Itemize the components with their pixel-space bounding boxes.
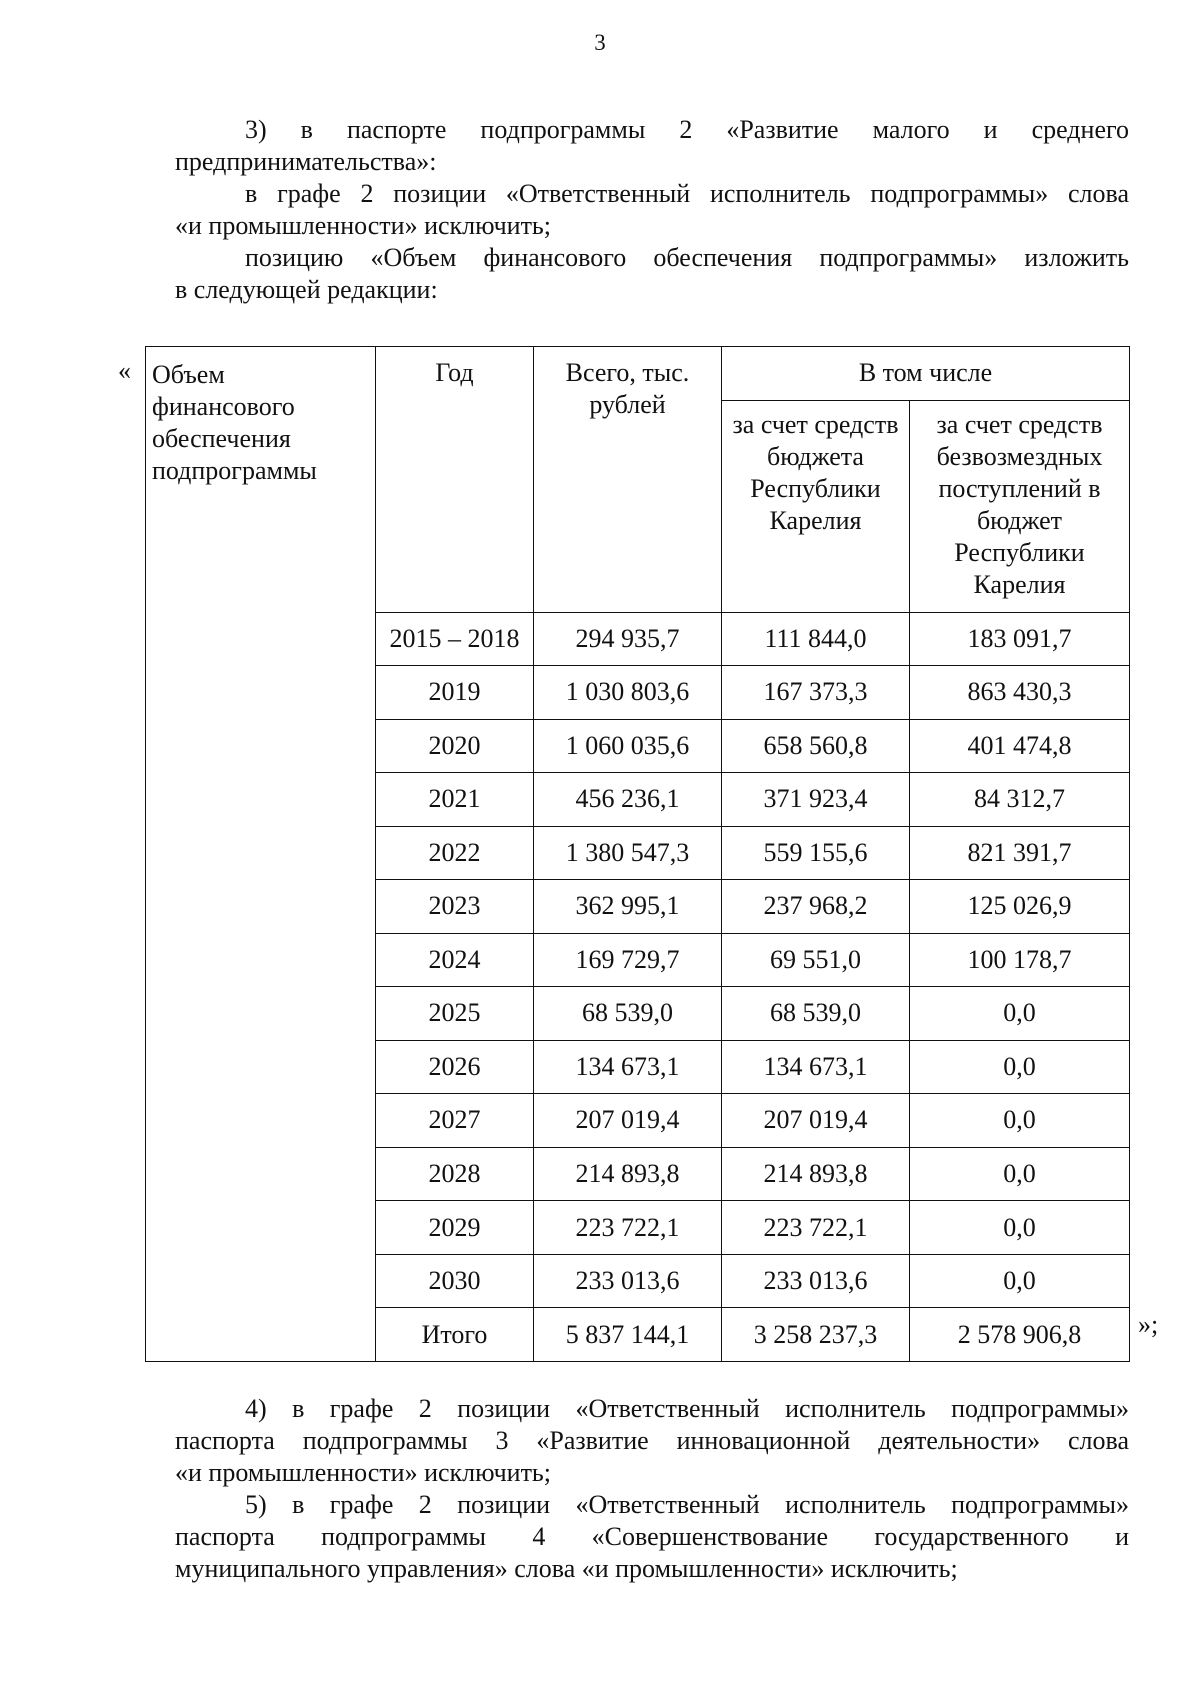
cell-budget: 68 539,0 [722,987,910,1041]
intro-p2-line1: в графе 2 позиции «Ответственный исполнитель подпрограммы» слова [245,179,1129,208]
cell-budget: 214 893,8 [722,1147,910,1201]
cell-grants: 183 091,7 [910,612,1130,666]
cell-year: 2021 [376,773,534,827]
cell-total: 1 030 803,6 [534,666,722,720]
outro-p4-line2: паспорта подпрограммы 3 «Развитие инновационной деятельности» слова [175,1426,1129,1455]
header-grants: за счет средств безвозмездных поступлений в бюджет Республики Карелия [910,400,1130,612]
cell-grants: 0,0 [910,1147,1130,1201]
cell-grants: 100 178,7 [910,933,1130,987]
outro-p4-line3: «и промышленности» исключить; [175,1458,552,1487]
cell-total: 1 380 547,3 [534,826,722,880]
cell-total: 233 013,6 [534,1254,722,1308]
cell-budget: 167 373,3 [722,666,910,720]
intro-p1-line2: предпринимательства»: [175,147,437,176]
cell-total: 134 673,1 [534,1040,722,1094]
cell-budget: 207 019,4 [722,1094,910,1148]
cell-budget: 371 923,4 [722,773,910,827]
cell-budget: 134 673,1 [722,1040,910,1094]
cell-grants: 0,0 [910,1040,1130,1094]
cell-year: 2030 [376,1254,534,1308]
cell-year: Итого [376,1308,534,1362]
cell-budget: 69 551,0 [722,933,910,987]
cell-total: 169 729,7 [534,933,722,987]
cell-grants: 0,0 [910,1254,1130,1308]
cell-budget: 237 968,2 [722,880,910,934]
cell-total: 456 236,1 [534,773,722,827]
cell-year: 2028 [376,1147,534,1201]
intro-p3-line1: позицию «Объем финансового обеспечения подпрограммы» изложить [245,243,1129,272]
cell-total: 362 995,1 [534,880,722,934]
table-label-cell: Объем финансового обеспечения подпрограммы [146,347,376,1362]
cell-year: 2026 [376,1040,534,1094]
cell-total: 5 837 144,1 [534,1308,722,1362]
cell-budget: 111 844,0 [722,612,910,666]
outro-p4-line1: 4) в графе 2 позиции «Ответственный исполнитель подпрограммы» [245,1394,1129,1423]
cell-total: 68 539,0 [534,987,722,1041]
intro-p3-line2: в следующей редакции: [175,275,438,304]
cell-grants: 863 430,3 [910,666,1130,720]
quote-open: « [118,356,131,385]
outro-p5-line2: паспорта подпрограммы 4 «Совершенствование государственного и [175,1522,1129,1551]
cell-grants: 0,0 [910,987,1130,1041]
intro-paragraph-3 [175,114,1129,306]
financing-table [145,346,1130,1362]
outro-paragraphs [175,1393,1129,1585]
header-including: В том числе [722,347,1130,401]
cell-grants: 2 578 906,8 [910,1308,1130,1362]
header-year: Год [376,347,534,613]
outro-p5-line1: 5) в графе 2 позиции «Ответственный исполнитель подпрограммы» [245,1490,1129,1519]
cell-total: 207 019,4 [534,1094,722,1148]
quote-close: »; [1138,1310,1159,1339]
intro-p1-line1: 3) в паспорте подпрограммы 2 «Развитие малого и среднего [245,115,1129,144]
cell-budget: 3 258 237,3 [722,1308,910,1362]
cell-grants: 821 391,7 [910,826,1130,880]
header-budget: за счет средств бюджета Республики Карелия [722,400,910,612]
cell-grants: 0,0 [910,1094,1130,1148]
cell-year: 2029 [376,1201,534,1255]
cell-total: 294 935,7 [534,612,722,666]
cell-budget: 559 155,6 [722,826,910,880]
outro-p5-line3: муниципального управления» слова «и промышленности» исключить; [175,1554,958,1583]
cell-total: 1 060 035,6 [534,719,722,773]
cell-budget: 658 560,8 [722,719,910,773]
cell-budget: 223 722,1 [722,1201,910,1255]
cell-year: 2019 [376,666,534,720]
header-total: Всего, тыс. рублей [534,347,722,613]
cell-year: 2020 [376,719,534,773]
cell-grants: 84 312,7 [910,773,1130,827]
cell-total: 223 722,1 [534,1201,722,1255]
cell-grants: 125 026,9 [910,880,1130,934]
cell-total: 214 893,8 [534,1147,722,1201]
cell-year: 2023 [376,880,534,934]
cell-year: 2025 [376,987,534,1041]
cell-year: 2024 [376,933,534,987]
cell-year: 2015 – 2018 [376,612,534,666]
intro-p2-line2: «и промышленности» исключить; [175,211,552,240]
page-number: 3 [594,30,606,55]
cell-year: 2022 [376,826,534,880]
cell-year: 2027 [376,1094,534,1148]
cell-budget: 233 013,6 [722,1254,910,1308]
cell-grants: 0,0 [910,1201,1130,1255]
cell-grants: 401 474,8 [910,719,1130,773]
